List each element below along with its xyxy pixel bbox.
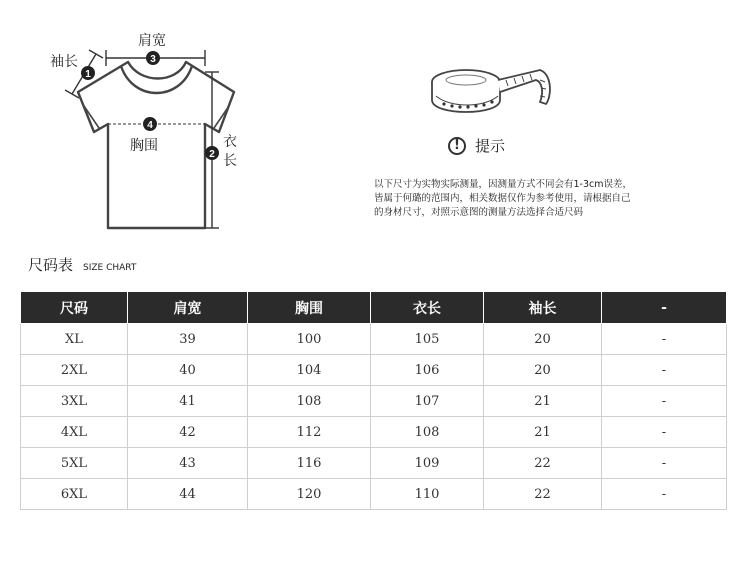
- cell-chest: 100: [248, 324, 371, 355]
- table-row: [21, 479, 727, 510]
- cell-size: 3XL: [21, 386, 128, 417]
- cell-length: 105: [371, 324, 484, 355]
- cell-chest: 120: [248, 479, 371, 510]
- cell-length: 106: [371, 355, 484, 386]
- table-row: [21, 355, 727, 386]
- sleeve-tick-bottom: [65, 90, 79, 98]
- length-label-line2: 长: [223, 153, 237, 169]
- cell-sleeve: 20: [484, 355, 602, 386]
- note-line: 皆属于何璐的范围内，相关数据仅作为参考使用，请根据自己: [374, 193, 631, 204]
- chest-label: 胸围: [130, 138, 158, 154]
- cell-extra: -: [602, 386, 727, 417]
- cell-sleeve: 22: [484, 479, 602, 510]
- cell-length: 110: [371, 479, 484, 510]
- tip-heading: [448, 135, 505, 156]
- cell-size: 4XL: [21, 417, 128, 448]
- cell-length: 107: [371, 386, 484, 417]
- cell-shoulder: 44: [128, 479, 248, 510]
- cell-size: 5XL: [21, 448, 128, 479]
- table-row: [21, 448, 727, 479]
- tip-label: 提示: [475, 137, 506, 155]
- measuring-tape-icon: [432, 70, 550, 112]
- shoulder-width-label: 肩宽: [138, 33, 166, 49]
- cell-size: 6XL: [21, 479, 128, 510]
- table-row: [21, 386, 727, 417]
- size-table: [20, 291, 727, 510]
- note-line: 的身材尺寸，对照示意图的测量方法选择合适尺码: [374, 207, 584, 218]
- measurement-note: [374, 178, 684, 220]
- cell-extra: -: [602, 417, 727, 448]
- header-sleeve: 袖长: [484, 292, 602, 324]
- cell-extra: -: [602, 479, 727, 510]
- sleeve-tick-top: [89, 50, 103, 58]
- cell-length: 109: [371, 448, 484, 479]
- cell-length: 108: [371, 417, 484, 448]
- cell-chest: 112: [248, 417, 371, 448]
- header-shoulder: 肩宽: [128, 292, 248, 324]
- note-line: 以下尺寸为实物实际测量，因测量方式不同会有1-3cm误差，: [374, 179, 632, 190]
- cell-chest: 116: [248, 448, 371, 479]
- table-header-row: [21, 292, 727, 324]
- cell-extra: -: [602, 324, 727, 355]
- cell-shoulder: 40: [128, 355, 248, 386]
- size-chart-title: 尺码表: [28, 256, 74, 274]
- marker-3-label: 3: [150, 54, 156, 65]
- cell-size: 2XL: [21, 355, 128, 386]
- table-row: [21, 417, 727, 448]
- header-extra: -: [602, 292, 727, 324]
- cell-sleeve: 20: [484, 324, 602, 355]
- header-length: 衣长: [371, 292, 484, 324]
- marker-4-label: 4: [147, 120, 153, 131]
- cell-extra: -: [602, 355, 727, 386]
- cell-extra: -: [602, 448, 727, 479]
- sleeve-length-label: 袖长: [50, 54, 78, 70]
- cell-shoulder: 43: [128, 448, 248, 479]
- cell-shoulder: 41: [128, 386, 248, 417]
- length-label-line1: 衣: [223, 134, 237, 150]
- header-size: 尺码: [21, 292, 128, 324]
- cell-shoulder: 39: [128, 324, 248, 355]
- header-chest: 胸围: [248, 292, 371, 324]
- marker-1-label: 1: [85, 69, 91, 80]
- measurement-diagram: [0, 0, 738, 240]
- size-chart-heading: [28, 254, 136, 275]
- cell-chest: 104: [248, 355, 371, 386]
- exclamation-circle-icon: !: [448, 137, 466, 155]
- cell-sleeve: 22: [484, 448, 602, 479]
- cell-chest: 108: [248, 386, 371, 417]
- marker-2-label: 2: [209, 149, 215, 160]
- size-chart-subtitle: SIZE CHART: [83, 263, 137, 273]
- cell-sleeve: 21: [484, 417, 602, 448]
- cell-size: XL: [21, 324, 128, 355]
- table-row: [21, 324, 727, 355]
- cell-shoulder: 42: [128, 417, 248, 448]
- cell-sleeve: 21: [484, 386, 602, 417]
